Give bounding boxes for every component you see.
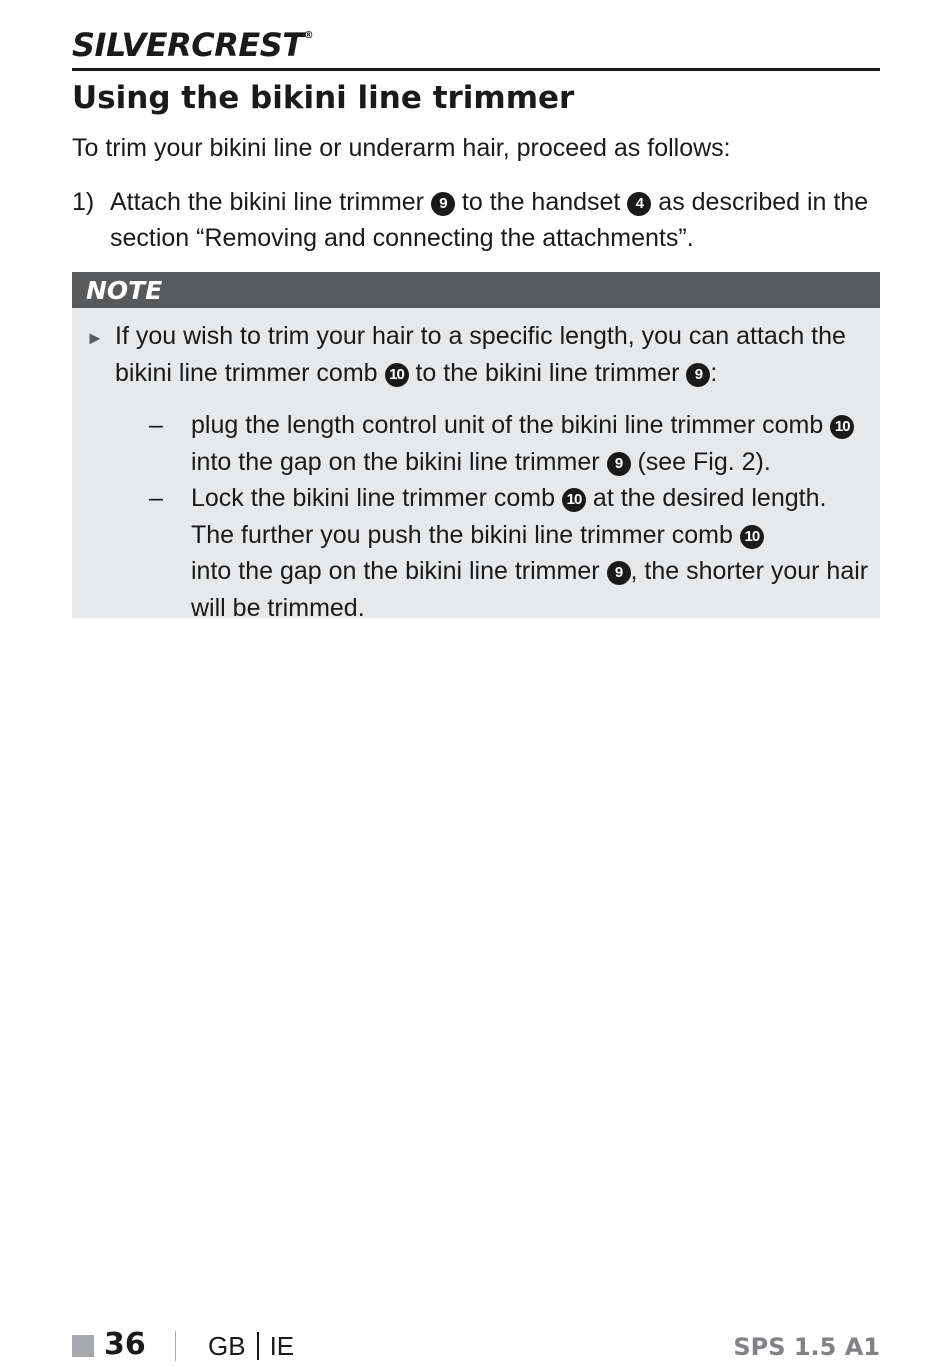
header-rule — [72, 68, 880, 71]
brand-logo — [72, 26, 313, 64]
note-text-a: If you wish to trim your hair to a specific length, you can attach the bikini line trimmer comb — [115, 322, 846, 387]
ref-badge-9: 9 — [607, 452, 631, 476]
brand-logo-part1: SILVER — [72, 26, 192, 64]
ref-badge-9: 9 — [686, 363, 710, 387]
page-footer — [72, 1327, 880, 1367]
ref-badge-9: 9 — [607, 561, 631, 585]
note-subitem-1 — [149, 407, 879, 480]
brand-registered-mark: ® — [303, 30, 314, 41]
dash-bullet: – — [149, 411, 163, 439]
brand-logo-part2: CREST — [191, 26, 304, 64]
ref-badge-10: 10 — [830, 415, 854, 439]
note-subitem-2 — [149, 480, 879, 626]
step-text-b: to the handset — [461, 188, 621, 216]
section-title: Using the bikini line trimmer — [72, 80, 575, 116]
page-number: 36 — [104, 1327, 146, 1362]
ref-badge-10: 10 — [562, 488, 586, 512]
language-gb: GB — [208, 1331, 246, 1361]
note-text-c: : — [710, 358, 718, 387]
note-paragraph — [115, 318, 875, 622]
intro-text: To trim your bikini line or underarm hair, proceed as follows: — [72, 134, 731, 162]
note-box — [72, 272, 880, 622]
step-body — [110, 184, 882, 256]
note-heading: NOTE — [72, 272, 880, 308]
ref-badge-9: 9 — [431, 192, 455, 216]
language-ie: IE — [269, 1331, 295, 1361]
step-text-c: as described in the section “Removing and connecting the attachments”. — [110, 188, 869, 252]
subitem-text — [191, 407, 879, 480]
footer-square-icon — [72, 1335, 94, 1357]
dash-bullet: – — [149, 484, 163, 512]
sub1-text-b: into the gap on the bikini line trimmer — [191, 447, 600, 476]
sub2-text-c: The further you push the bikini line trimmer comb — [191, 520, 733, 549]
step-text-a: Attach the bikini line trimmer — [110, 188, 425, 216]
footer-divider — [175, 1331, 176, 1361]
step-1 — [72, 184, 882, 256]
subitem-text — [191, 480, 879, 626]
arrow-bullet-icon: ► — [86, 328, 104, 348]
model-number: SPS 1.5 A1 — [733, 1333, 880, 1361]
step-number: 1) — [72, 188, 95, 216]
ref-badge-10: 10 — [385, 363, 409, 387]
language-codes — [208, 1331, 294, 1362]
ref-badge-4: 4 — [627, 192, 651, 216]
sub1-text-c: (see Fig. 2). — [637, 447, 771, 476]
sub2-text-e: , the shorter your hair will be trimmed. — [191, 557, 869, 622]
ref-badge-10: 10 — [740, 525, 764, 549]
sub1-text-a: plug the length control unit of the bikini line trimmer comb — [191, 411, 824, 439]
sub2-text-a: Lock the bikini line trimmer comb — [191, 484, 556, 512]
sub2-text-b: at the desired length. — [592, 484, 827, 512]
language-divider — [257, 1332, 259, 1360]
note-text-b: to the bikini line trimmer — [415, 358, 680, 387]
sub2-text-d: into the gap on the bikini line trimmer — [191, 557, 600, 585]
